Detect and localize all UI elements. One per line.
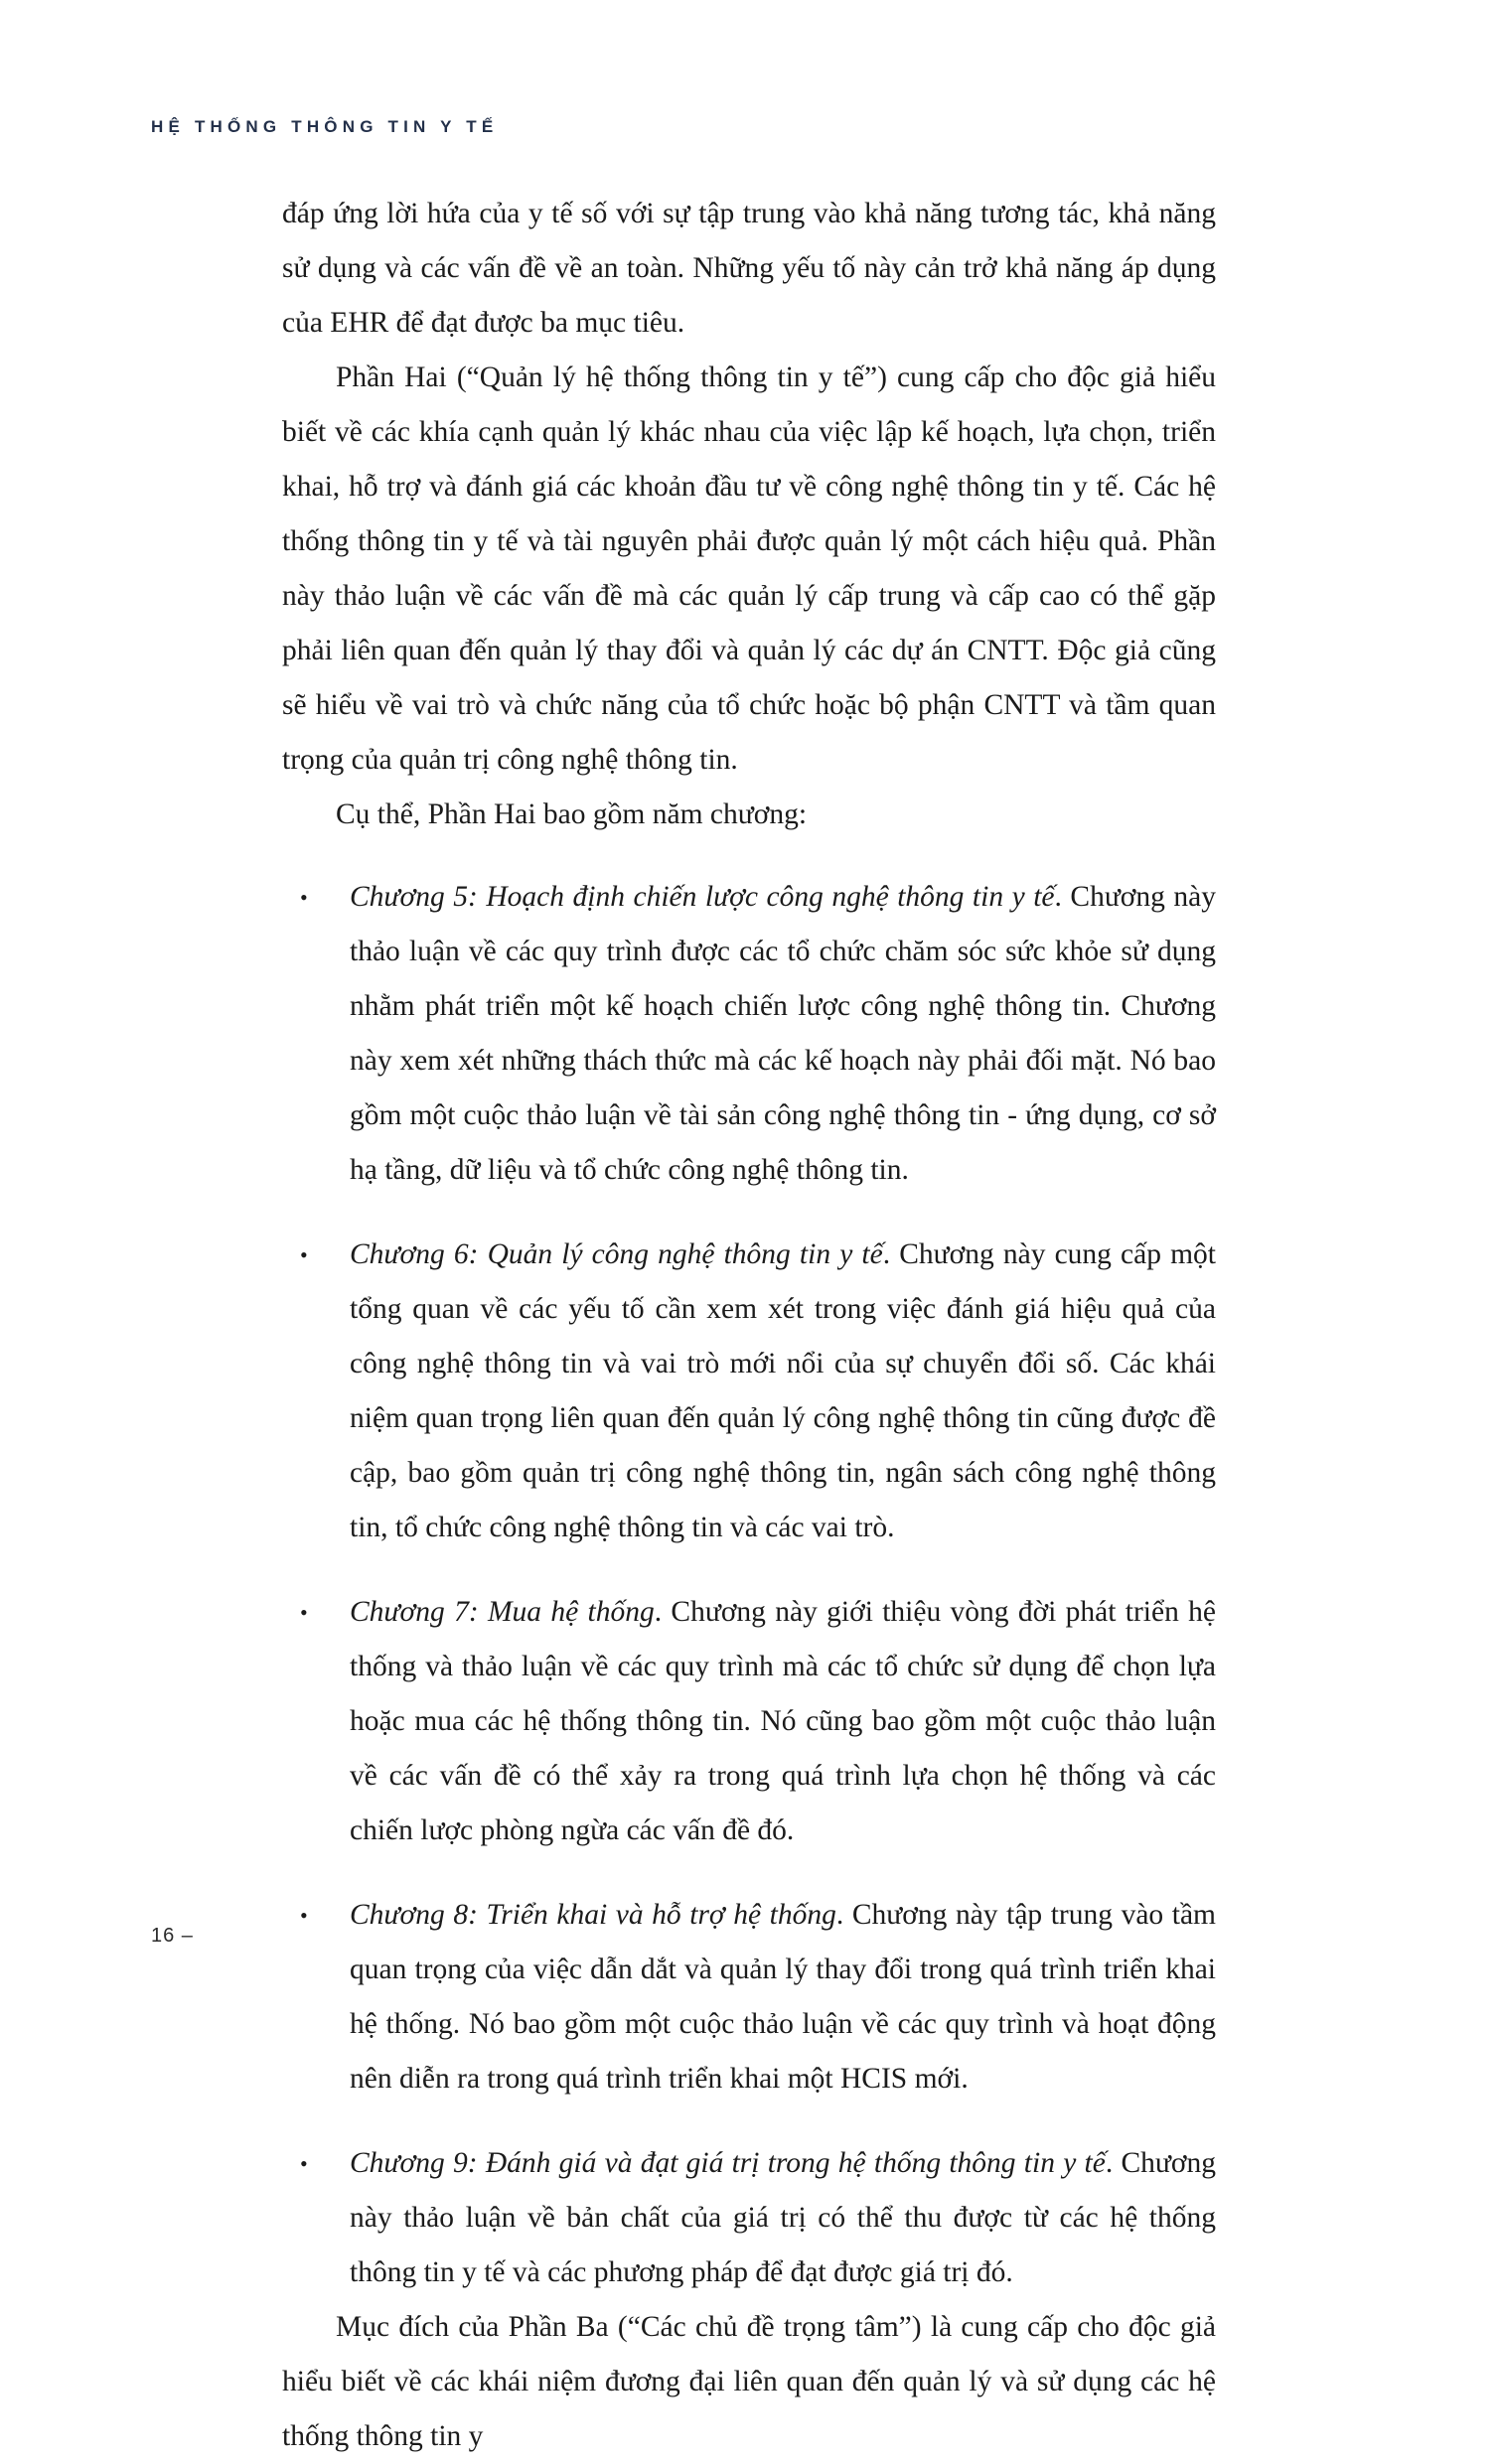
list-item	[282, 870, 1216, 1198]
bullet-icon: •	[300, 1242, 308, 1267]
page-content	[282, 187, 1216, 2464]
chapter-description: . Chương này giới thiệu vòng đời phát triển hệ thống và thảo luận về các quy trình mà các tổ chức sử dụng để chọn lựa hoặc mua các hệ thống thông tin. Nó cũng bao gồm một cuộc thảo luận về các vấn đề có thể xảy ra trong quá trình lựa chọn hệ thống và các chiến lược phòng ngừa các vấn đề đó.	[350, 1596, 1217, 1846]
bullet-icon: •	[300, 2151, 308, 2176]
chapter-title: Chương 5: Hoạch định chiến lược công nghệ thông tin y tế	[350, 881, 1055, 913]
running-head: HỆ THỐNG THÔNG TIN Y TẾ	[151, 117, 499, 136]
page-number: 16 –	[151, 1925, 194, 1947]
paragraph-list-lead-in: Cụ thể, Phần Hai bao gồm năm chương:	[336, 798, 808, 830]
chapter-title: Chương 8: Triển khai và hỗ trợ hệ thống	[350, 1899, 836, 1931]
chapter-description: . Chương này thảo luận về bản chất của giá trị có thể thu được từ các hệ thống thông tin y tế và các phương pháp để đạt được giá trị đó.	[350, 2147, 1216, 2288]
bullet-icon: •	[300, 885, 308, 910]
paragraph-continuation: đáp ứng lời hứa của y tế số với sự tập trung vào khả năng tương tác, khả năng sử dụng và các vấn đề về an toàn. Những yếu tố này cản trở khả năng áp dụng của EHR để đạt được ba mục tiêu.	[282, 198, 1216, 339]
chapter-description: . Chương này thảo luận về các quy trình được các tổ chức chăm sóc sức khỏe sử dụng nhằm phát triển một kế hoạch chiến lược công nghệ thông tin. Chương này xem xét những thách thức mà các kế hoạch này phải đối mặt. Nó bao gồm một cuộc thảo luận về tài sản công nghệ thông tin - ứng dụng, cơ sở hạ tầng, dữ liệu và tổ chức công nghệ thông tin.	[350, 881, 1217, 1186]
chapter-list	[282, 870, 1216, 2300]
chapter-description: . Chương này tập trung vào tầm quan trọng của việc dẫn dắt và quản lý thay đổi trong quá trình triển khai hệ thống. Nó bao gồm một cuộc thảo luận về các quy trình và hoạt động nên diễn ra trong quá trình triển khai một HCIS mới.	[350, 1899, 1217, 2095]
paragraph-part-three: Mục đích của Phần Ba (“Các chủ đề trọng tâm”) là cung cấp cho độc giả hiểu biết về các khái niệm đương đại liên quan đến quản lý và sử dụng các hệ thống thông tin y	[282, 2311, 1216, 2452]
list-item	[282, 1585, 1216, 1858]
bullet-icon: •	[300, 1903, 308, 1928]
chapter-title: Chương 7: Mua hệ thống	[350, 1596, 655, 1628]
paragraph-part-two: Phần Hai (“Quản lý hệ thống thông tin y tế”) cung cấp cho độc giả hiểu biết về các khía cạnh quản lý khác nhau của việc lập kế hoạch, lựa chọn, triển khai, hỗ trợ và đánh giá các khoản đầu tư về công nghệ thông tin y tế. Các hệ thống thông tin y tế và tài nguyên phải được quản lý một cách hiệu quả. Phần này thảo luận về các vấn đề mà các quản lý cấp trung và cấp cao có thể gặp phải liên quan đến quản lý thay đổi và quản lý các dự án CNTT. Độc giả cũng sẽ hiểu về vai trò và chức năng của tổ chức hoặc bộ phận CNTT và tầm quan trọng của quản trị công nghệ thông tin.	[282, 362, 1216, 776]
chapter-title: Chương 6: Quản lý công nghệ thông tin y tế	[350, 1238, 883, 1270]
list-item	[282, 2136, 1216, 2300]
chapter-title: Chương 9: Đánh giá và đạt giá trị trong hệ thống thông tin y tế	[350, 2147, 1106, 2179]
list-item	[282, 1228, 1216, 1555]
bullet-icon: •	[300, 1600, 308, 1625]
chapter-description: . Chương này cung cấp một tổng quan về các yếu tố cần xem xét trong việc đánh giá hiệu quả của công nghệ thông tin và vai trò mới nổi của sự chuyển đổi số. Các khái niệm quan trọng liên quan đến quản lý công nghệ thông tin cũng được đề cập, bao gồm quản trị công nghệ thông tin, ngân sách công nghệ thông tin, tổ chức công nghệ thông tin và các vai trò.	[350, 1238, 1216, 1543]
list-item	[282, 1888, 1216, 2106]
